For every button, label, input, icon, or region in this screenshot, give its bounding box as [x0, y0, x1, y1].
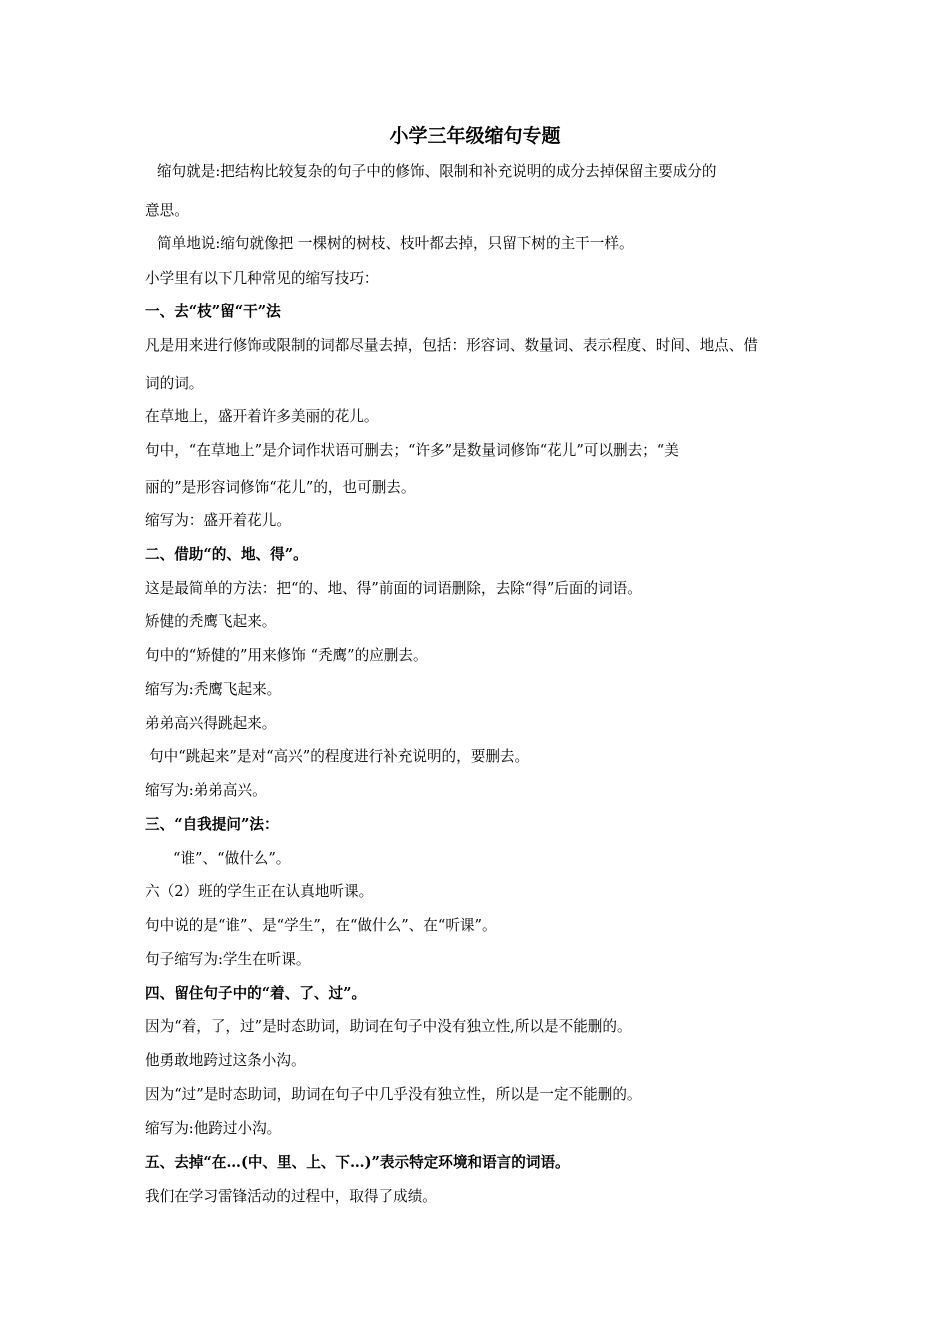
section-heading-2: 二、借助“的、地、得”。 [145, 546, 308, 563]
simple-explanation: 简单地说:缩句就像把 一棵树的树枝、枝叶都去掉，只留下树的主干一样。 [157, 235, 634, 252]
document-title: 小学三年级缩句专题 [389, 125, 561, 147]
explanation-line: 因为“过”是时态助词，助词在句子中几乎没有独立性，所以是一定不能删的。 [145, 1086, 642, 1103]
abbreviation-result: 缩写为:秃鹰飞起来。 [145, 681, 282, 698]
explanation-line: 句中的“矫健的”用来修饰 “秃鹰”的应删去。 [145, 647, 428, 664]
definition-paragraph-line-1: 缩句就是:把结构比较复杂的句子中的修饰、限制和补充说明的成分去掉保留主要成分的 [157, 163, 717, 180]
section-1-text-line-2: 词的词。 [145, 375, 204, 392]
section-heading-4: 四、留住句子中的“着、了、过”。 [145, 985, 367, 1002]
abbreviation-result: 缩写为:他跨过小沟。 [145, 1120, 282, 1137]
techniques-intro: 小学里有以下几种常见的缩写技巧： [145, 270, 379, 287]
abbreviation-result: 缩写为：盛开着花儿。 [145, 512, 291, 529]
abbreviation-result: 缩写为:弟弟高兴。 [145, 782, 267, 799]
explanation-line-2: 丽的”是形容词修饰“花儿”的，也可删去。 [145, 479, 416, 496]
abbreviation-result: 句子缩写为:学生在听课。 [145, 951, 311, 968]
explanation-line: 句中“跳起来”是对“高兴”的程度进行补充说明的，要删去。 [149, 748, 530, 765]
example-sentence: 在草地上，盛开着许多美丽的花儿。 [145, 408, 379, 425]
example-sentence: 弟弟高兴得跳起来。 [145, 715, 277, 732]
explanation-line-1: 句中，“在草地上”是介词作状语可删去；“许多”是数量词修饰“花儿”可以删去；“美 [145, 442, 679, 459]
example-sentence: 他勇敢地跨过这条小沟。 [145, 1052, 306, 1069]
explanation-line: 句中说的是“谁”、是“学生”，在“做什么”、在“听课”。 [145, 917, 497, 934]
example-sentence: 我们在学习雷锋活动的过程中，取得了成绩。 [145, 1188, 437, 1205]
section-heading-1: 一、去“枝”留“干”法 [145, 303, 281, 320]
question-prompts: “谁”、“做什么”。 [173, 850, 291, 867]
example-sentence: 矫健的秃鹰飞起来。 [145, 613, 277, 630]
example-sentence: 六（2）班的学生正在认真地听课。 [145, 883, 374, 900]
section-1-text-line-1: 凡是用来进行修饰或限制的词都尽量去掉，包括：形容词、数量词、表示程度、时间、地点、借 [145, 337, 758, 354]
section-heading-5: 五、去掉“在…(中、里、上、下…)”表示特定环境和语言的词语。 [145, 1154, 570, 1171]
section-4-text: 因为“着，了，过”是时态助词，助词在句子中没有独立性,所以是不能删的。 [145, 1018, 632, 1035]
definition-paragraph-line-2: 意思。 [145, 202, 189, 219]
section-2-text: 这是最简单的方法：把“的、地、得”前面的词语删除，去除“得”后面的词语。 [145, 580, 642, 597]
section-heading-3: 三、“自我提问”法： [145, 816, 279, 833]
